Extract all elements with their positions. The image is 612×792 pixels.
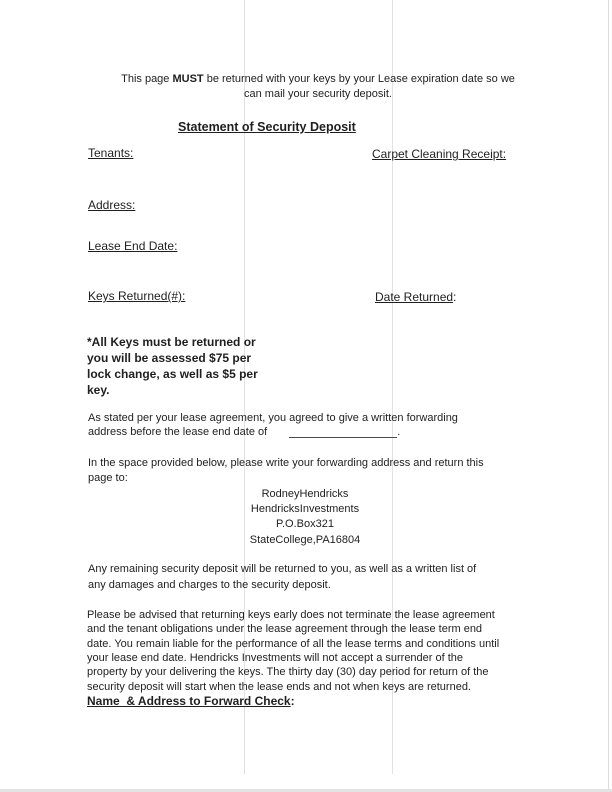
keys-penalty-line: lock change, as well as $5 per <box>87 367 258 381</box>
mailing-address-name: RodneyHendricks <box>261 488 349 500</box>
advisory-line: and the tenant obligations under the lease agreement through the lease term end <box>87 623 483 636</box>
intro-text: be returned with your keys by your Lease expiration date so we <box>203 73 515 85</box>
intro-paragraph <box>76 72 560 102</box>
lease-end-date-blank-line <box>289 425 397 438</box>
advisory-line: property by your delivering the keys. The thirty day (30) day period for return of the <box>87 666 489 679</box>
return-instruction-line-1: In the space provided below, please write your forwarding address and return this <box>88 457 484 469</box>
mailing-address-pobox: P.O.Box321 <box>276 518 334 531</box>
forwarding-clause <box>88 411 458 440</box>
keys-penalty-line: *All Keys must be returned or <box>87 335 256 349</box>
scan-edge-right <box>608 0 609 792</box>
forwarding-clause-line-2: address before the lease end date of . <box>88 426 401 439</box>
intro-must-emphasis: MUST <box>172 73 204 85</box>
advisory-line: your lease end date. Hendricks Investments will not accept a surrender of the <box>87 652 464 665</box>
keys-penalty-line: you will be assessed $75 per <box>87 351 252 365</box>
date-returned-label: Date Returned: <box>375 290 457 304</box>
intro-text: This page <box>121 73 173 85</box>
advisory-line: Please be advised that returning keys early does not terminate the lease agreement <box>87 609 495 621</box>
carpet-cleaning-receipt-label: Carpet Cleaning Receipt: <box>372 147 507 161</box>
advisory-line: security deposit will start when the lease ends and not when keys are returned. <box>87 680 471 693</box>
advisory-paragraph <box>87 608 499 694</box>
document-title: Statement of Security Deposit <box>178 120 356 134</box>
forward-check-heading: Name & Address to Forward Check: <box>87 694 295 708</box>
tenants-label: Tenants: <box>88 146 134 160</box>
intro-line-2: can mail your security deposit. <box>244 88 392 100</box>
return-instruction-line-2: page to: <box>88 471 128 484</box>
mailing-address-city: StateCollege,PA16804 <box>249 533 361 546</box>
lease-end-date-label: Lease End Date: <box>88 239 178 253</box>
mailing-address-block <box>90 487 520 548</box>
forwarding-clause-line-1: As stated per your lease agreement, you agreed to give a written forwarding <box>88 412 458 424</box>
deposit-return-line-2: any damages and charges to the security deposit. <box>88 578 331 591</box>
mailing-address-company: HendricksInvestments <box>250 503 360 516</box>
return-instruction <box>88 456 484 485</box>
keys-penalty-line: key. <box>87 383 110 397</box>
deposit-return-paragraph <box>88 562 476 594</box>
address-label: Address: <box>88 198 136 212</box>
intro-line-1 <box>76 72 560 87</box>
keys-penalty-notice <box>87 334 258 398</box>
advisory-line: date. You remain liable for the performance of all the lease terms and conditions until <box>87 637 500 650</box>
keys-returned-label: Keys Returned(#): <box>88 289 186 303</box>
deposit-return-line-1: Any remaining security deposit will be returned to you, as well as a written list of <box>88 563 477 575</box>
